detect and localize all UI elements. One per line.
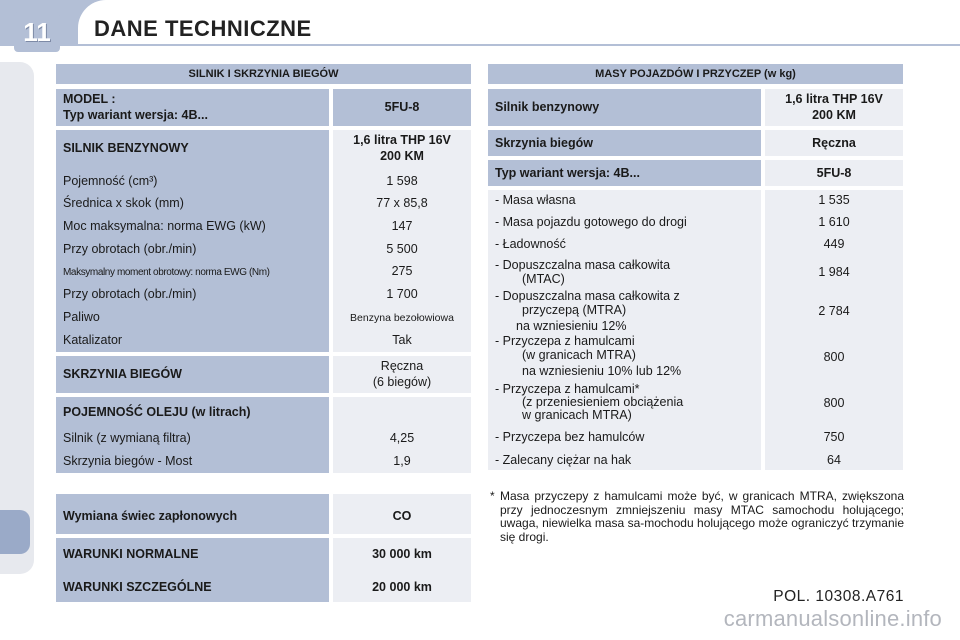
model-value: 5FU-8 — [384, 100, 420, 114]
mass-row-label: - Przyczepa bez hamulców — [495, 430, 645, 444]
engine-label: SILNIK BENZYNOWY — [63, 141, 189, 155]
engine-row-value: 5 500 — [386, 242, 418, 256]
engine-row-label: Moc maksymalna: norma EWG (kW) — [63, 219, 266, 233]
engine-row-label: Przy obrotach (obr./min) — [63, 287, 197, 301]
model-label-1: MODEL : — [63, 92, 116, 106]
engine-row-value: 77 x 85,8 — [376, 196, 428, 210]
mass-row-label: - Dopuszczalna masa całkowita z — [495, 289, 680, 303]
engine-row-value: Benzyna bezołowiowa — [350, 312, 454, 324]
spark-label: Wymiana świec zapłonowych — [63, 509, 238, 523]
mass-row-label: - Dopuszczalna masa całkowita — [495, 258, 671, 272]
mass-row-value: 449 — [823, 237, 845, 251]
mass-row-label-cont: (w granicach MTRA) — [522, 348, 636, 362]
mass-row-label: - Przyczepa z hamulcami* — [495, 382, 640, 396]
mass-row-value: 2 784 — [818, 304, 850, 318]
r-gearbox-label: Skrzynia biegów — [495, 136, 593, 150]
mass-row-label-cont: przyczepą (MTRA) — [522, 303, 627, 317]
r-engine-label: Silnik benzynowy — [495, 100, 600, 114]
r-engine-value-1: 1,6 litra THP 16V — [785, 92, 883, 106]
engine-row-value: 275 — [391, 264, 413, 278]
special-conditions-value: 20 000 km — [372, 580, 432, 594]
mass-row-label: - Zalecany ciężar na hak — [495, 453, 632, 467]
model-label-2: Typ wariant wersja: 4B... — [63, 108, 208, 122]
mass-row-label-cont: (MTAC) — [522, 272, 565, 286]
engine-row-label: Przy obrotach (obr./min) — [63, 242, 197, 256]
gearbox-value-2: (6 biegów) — [372, 375, 432, 389]
oil-row-label: Silnik (z wymianą filtra) — [63, 431, 191, 445]
left-section-title: SILNIK I SKRZYNIA BIEGÓW — [56, 64, 471, 84]
normal-conditions-value: 30 000 km — [372, 547, 432, 561]
chapter-number[interactable]: 11 — [14, 12, 60, 52]
mass-row-value: 800 — [823, 396, 845, 410]
page-title: DANE TECHNICZNE — [94, 16, 312, 41]
footnote-star: * — [490, 489, 495, 503]
r-engine-value-2: 200 KM — [812, 108, 856, 122]
mass-row-label: - Przyczepa z hamulcami — [495, 334, 635, 348]
engine-row-label: Maksymalny moment obrotowy: norma EWG (Nm) — [63, 267, 270, 278]
r-gearbox-value: Ręczna — [812, 136, 856, 150]
side-strip — [0, 62, 34, 574]
engine-value-1: 1,6 litra THP 16V — [353, 133, 451, 147]
mass-row-value: 800 — [823, 350, 845, 364]
special-conditions-label: WARUNKI SZCZEGÓLNE — [63, 580, 212, 594]
footnote-text: Masa przyczepy z hamulcami może być, w granicach MTRA, zwiększona przy jednoczesnym zmniejszeniu masy MTAC samochodu holującego; uwaga, niewielka masa sa-mochodu holującego może ograniczyć trzymanie się drogi. — [500, 489, 904, 544]
document-reference: POL. 10308.A761 — [773, 588, 904, 605]
gearbox-value-1: Ręczna — [380, 359, 424, 373]
oil-row-label: Skrzynia biegów - Most — [63, 454, 193, 468]
r-type-label: Typ wariant wersja: 4B... — [495, 166, 640, 180]
mass-row-value: 750 — [823, 430, 845, 444]
mass-row-label: - Masa własna — [495, 193, 576, 207]
right-section-title: MASY POJAZDÓW I PRZYCZEP (w kg) — [488, 64, 903, 84]
engine-row-value: 1 700 — [386, 287, 418, 301]
gearbox-label: SKRZYNIA BIEGÓW — [63, 367, 182, 381]
spark-value: CO — [392, 509, 412, 523]
r-type-value: 5FU-8 — [816, 166, 852, 180]
mass-row-label-note: na wzniesieniu 12% — [516, 319, 627, 333]
mass-row-value: 1 984 — [818, 265, 850, 279]
oil-row-value: 4,25 — [389, 431, 415, 445]
engine-row-value: 1 598 — [386, 174, 418, 188]
mass-row-label: - Masa pojazdu gotowego do drogi — [495, 215, 687, 229]
watermark: carmanualsonline.info — [723, 606, 942, 631]
mass-row-label-cont: w granicach MTRA) — [522, 408, 632, 422]
footnote — [490, 490, 904, 544]
engine-row-value: 147 — [391, 219, 413, 233]
oil-row-value: 1,9 — [393, 454, 411, 468]
mass-row-label-cont: (z przeniesieniem obciążenia — [522, 395, 684, 409]
r-mass-value-column — [765, 190, 903, 470]
mass-row-value: 64 — [827, 453, 841, 467]
side-strip-accent — [0, 510, 30, 554]
oil-label: POJEMNOŚĆ OLEJU (w litrach) — [63, 405, 251, 419]
mass-row-value: 1 535 — [818, 193, 850, 207]
engine-row-label: Paliwo — [63, 310, 100, 324]
engine-row-label: Średnica x skok (mm) — [63, 196, 184, 210]
engine-value-2: 200 KM — [380, 149, 424, 163]
engine-row-label: Pojemność (cm³) — [63, 174, 158, 188]
engine-row-label: Katalizator — [63, 333, 123, 347]
normal-conditions-label: WARUNKI NORMALNE — [63, 547, 199, 561]
mass-row-value: 1 610 — [818, 215, 850, 229]
engine-row-value: Tak — [392, 333, 412, 347]
mass-row-label: - Ładowność — [495, 237, 566, 251]
mass-row-label-note: na wzniesieniu 10% lub 12% — [522, 364, 682, 378]
